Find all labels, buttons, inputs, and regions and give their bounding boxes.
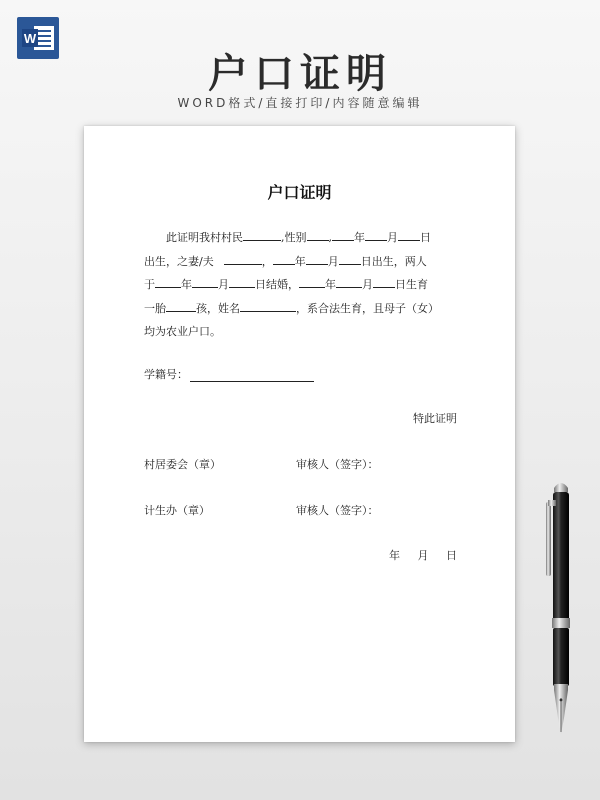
body-text: ,性别 (281, 231, 307, 244)
fill-blank-child-count[interactable] (166, 297, 196, 312)
document-page (84, 126, 515, 742)
body-line-4 (144, 297, 458, 321)
xueji-field (144, 366, 314, 382)
body-text: ， (261, 254, 273, 268)
fill-blank-month[interactable] (365, 226, 387, 241)
body-text: 日 (420, 231, 431, 244)
fill-blank-day[interactable] (398, 226, 420, 241)
body-text: ，系合法生育，且母子（女） (296, 301, 439, 315)
fill-blank-month[interactable] (306, 250, 328, 265)
closing-text: 特此证明 (413, 412, 457, 425)
body-text: 于 (144, 278, 155, 292)
body-text: 年 (325, 278, 336, 292)
body-text: 出生，之妻/夫 (144, 254, 214, 268)
body-line-1 (144, 226, 458, 250)
body-text: 一胎 (144, 301, 166, 315)
reviewer-signature-label: 审核人（签字）： (296, 458, 379, 471)
body-text: 年 (294, 254, 306, 268)
fill-blank-day[interactable] (373, 273, 395, 288)
page-subtitle: WORD格式/直接打印/内容随意编辑 (177, 96, 423, 110)
body-text: 月 (362, 278, 373, 292)
xueji-label: 学籍号： (144, 368, 188, 381)
body-text: 日结婚， (255, 278, 299, 292)
body-line-5 (144, 320, 458, 344)
fill-blank-spouse[interactable] (224, 250, 262, 265)
body-text: 均为农业户口。 (144, 325, 221, 339)
body-line-2 (144, 250, 458, 274)
fill-blank-month[interactable] (192, 273, 218, 288)
body-text: 月 (327, 254, 339, 268)
family-planning-seal-label: 计生办（章） (144, 504, 210, 517)
fill-blank-day[interactable] (229, 273, 255, 288)
fill-blank-year[interactable] (155, 273, 181, 288)
body-text: 日出生，两人 (360, 254, 427, 268)
word-icon-letter: W (23, 31, 37, 46)
body-text: 年 (354, 231, 365, 244)
body-text: 孩，姓名 (196, 301, 240, 315)
fill-blank-year[interactable] (299, 273, 325, 288)
xueji-input[interactable] (190, 367, 314, 382)
body-text: 此证明我村村民 (166, 231, 243, 244)
village-committee-seal-label: 村居委会（章） (144, 458, 221, 471)
fill-blank-month[interactable] (336, 273, 362, 288)
fill-blank-year[interactable] (332, 226, 354, 241)
fill-blank-year[interactable] (273, 250, 295, 265)
date-line: 年 月 日 (389, 549, 457, 562)
fill-blank-child-name[interactable] (240, 297, 296, 312)
body-text: 年 (181, 278, 192, 292)
body-line-3 (144, 273, 458, 297)
body-text: , (328, 231, 332, 244)
fill-blank-gender[interactable] (307, 226, 329, 241)
body-text: 月 (218, 278, 229, 292)
body-text: 日生育 (395, 278, 428, 292)
fill-blank-day[interactable] (339, 250, 361, 265)
document-body (144, 226, 458, 344)
fill-blank-name[interactable] (243, 226, 281, 241)
reviewer-signature-label: 审核人（签字）： (296, 504, 379, 517)
fountain-pen-icon (538, 478, 584, 738)
body-text: 月 (387, 231, 398, 244)
page-title: 户口证明 (208, 51, 392, 97)
document-title: 户口证明 (267, 183, 332, 202)
